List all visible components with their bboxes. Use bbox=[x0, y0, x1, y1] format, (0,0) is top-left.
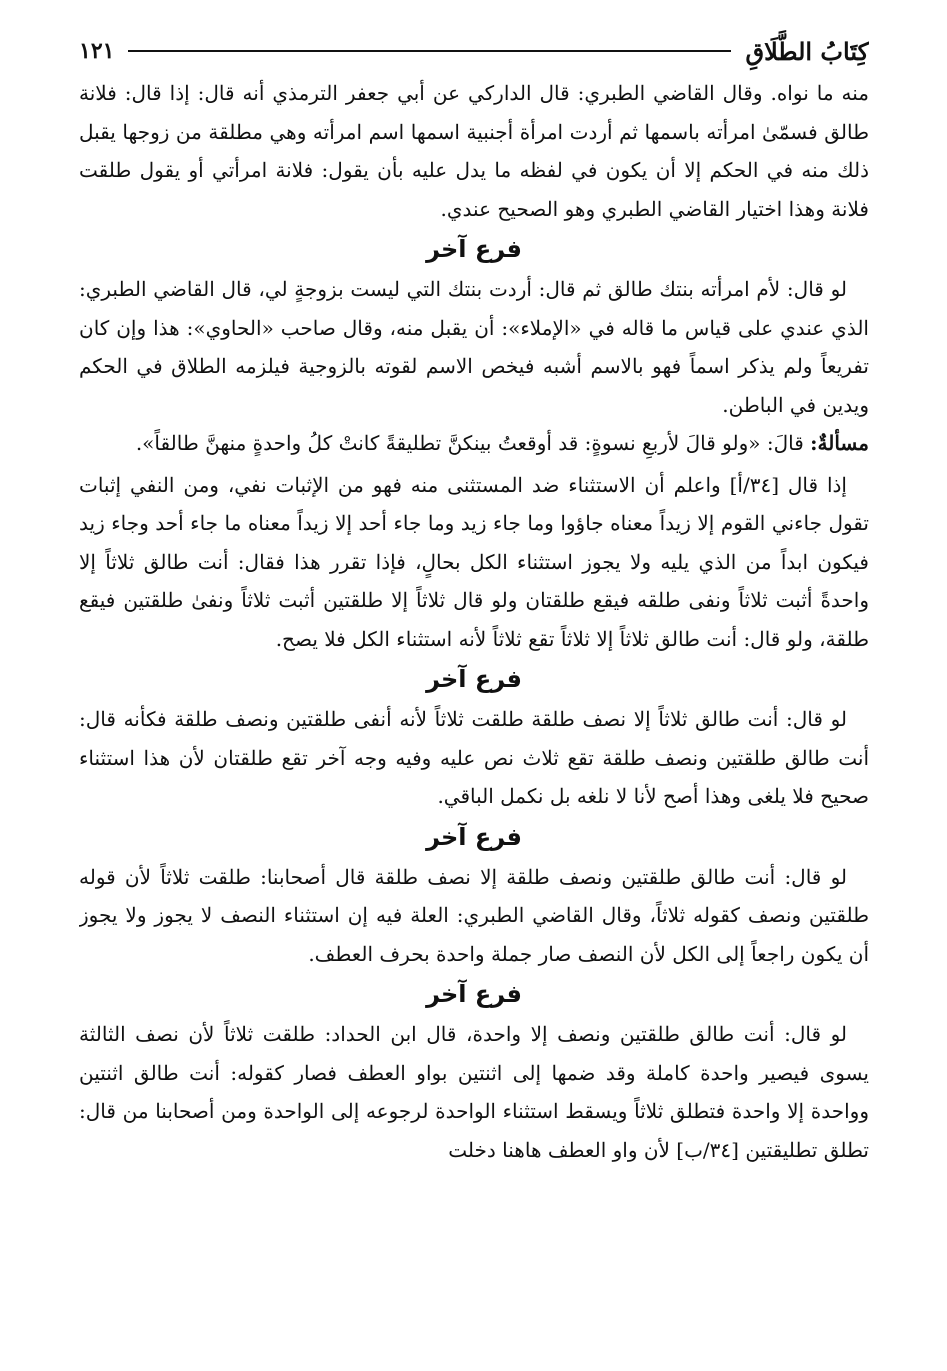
header-rule bbox=[128, 50, 731, 52]
section-heading-1: فرع آخر bbox=[426, 235, 522, 263]
section-heading-3: فرع آخر bbox=[426, 822, 522, 851]
masala-text: قالَ: «ولو قالَ لأربعِ نسوةٍ: قد أوقعتُ بينكنَّ تطليقةً كانتْ كلُ واحدةٍ منهنَّ طالقاً». bbox=[135, 431, 811, 455]
running-header bbox=[79, 28, 869, 74]
section-heading-4: فرع آخر bbox=[426, 980, 522, 1008]
masala-label: مسألةٌ: bbox=[810, 431, 869, 455]
paragraph-4: لو قال: أنت طالق ثلاثاً إلا نصف طلقة طلقت ثلاثاً لأنه أنفى طلقتين ونصف طلقة فكأنه قال: أنت طالق طلقتين ونصف طلقة تقع ثلاث نص عليه وفيه وجه آخر تقع طلقتان لأن هذا استثناء صحيح فلا يلغى وهذا أصح لأنا لا نلغه بل نكمل الباقي. bbox=[79, 707, 869, 808]
page-number: ١٢١ bbox=[79, 38, 115, 64]
section-heading-2: فرع آخر bbox=[426, 665, 522, 693]
masala-paragraph bbox=[79, 424, 869, 463]
paragraph-1: منه ما نواه. وقال القاضي الطبري: قال الداركي عن أبي جعفر الترمذي أنه قال: إذا قال: فلانة طالق فسمّىٰ امرأته باسمها ثم أردت امرأة أجنبية اسمها اسم امرأته وهي مطلقة من زوجها يقبل ذلك منه في الحكم إلا أن يكون في لفظه ما يدل عليه بأن يقول: فلانة امرأتي أو يقول طلقت فلانة وهذا اختيار القاضي الطبري وهو الصحيح عندي. bbox=[79, 81, 869, 221]
book-title: كِتَابُ الطَّلَاقِ bbox=[745, 36, 869, 66]
book-page bbox=[79, 28, 869, 1358]
paragraph-6: لو قال: أنت طالق طلقتين ونصف إلا واحدة، قال ابن الحداد: طلقت ثلاثاً لأن نصف الثالثة يسوى فيصير واحدة كاملة وقد ضمها إلى اثنتين بواو العطف فصار كقوله: أنت طالق اثنتين وواحدة إلا واحدة فتطلق ثلاثاً ويسقط استثناء الواحدة لرجوعه إلى الواحدة ومن أصحابنا من قال: تطلق تطليقتين [٣٤/ب] لأن واو العطف هاهنا دخلت bbox=[79, 1022, 869, 1162]
paragraph-5: لو قال: أنت طالق طلقتين ونصف طلقة إلا نصف طلقة قال أصحابنا: طلقت ثلاثاً لأن قوله طلقتين ونصف كقوله ثلاثاً، وقال القاضي الطبري: العلة فيه إن استثناء النصف لا يجوز ولا يجوز أن يكون راجعاً إلى الكل لأن النصف صار جملة واحدة بحرف العطف. bbox=[79, 864, 869, 966]
paragraph-2: لو قال: لأم امرأته بنتك طالق ثم قال: أردت بنتك التي ليست بزوجةٍ لي، قال القاضي الطبري: الذي عندي على قياس ما قاله في «الإملاء»: أن يقبل منه، وقال صاحب «الحاوي»: هذا وإن كان تفريعاً ولم يذكر اسماً فهو بالاسم أشبه فيخص الاسم لقوته بالزوجية فيلزمه الطلاق في الحكم ويدين في الباطن. bbox=[79, 277, 869, 417]
paragraph-3: إذا قال [٣٤/أ] واعلم أن الاستثناء ضد المستثنى منه فهو من الإثبات نفي، ومن النفي إثبات تقول جاءني القوم إلا زيداً معناه جاؤوا وما جاء زيد وما جاء أحد إلا زيداً معناه ما جاء أحد وجاء زيد فيكون ابداً من الذي يليه ولا يجوز استثناء الكل بحالٍ، فإذا تقرر هذا فقال: أنت طالق ثلاثاً إلا واحدةً أثبت ثلاثاً ونفى طلقه فيقع طلقتان ولو قال ثلاثاً إلا طلقتين أثبت ثلاثاً ونفىٰ طلقتين فيقع طلقة، ولو قال: أنت طالق ثلاثاً إلا ثلاثاً تقع ثلاثاً لأنه استثناء الكل فلا يصح. bbox=[79, 472, 869, 651]
